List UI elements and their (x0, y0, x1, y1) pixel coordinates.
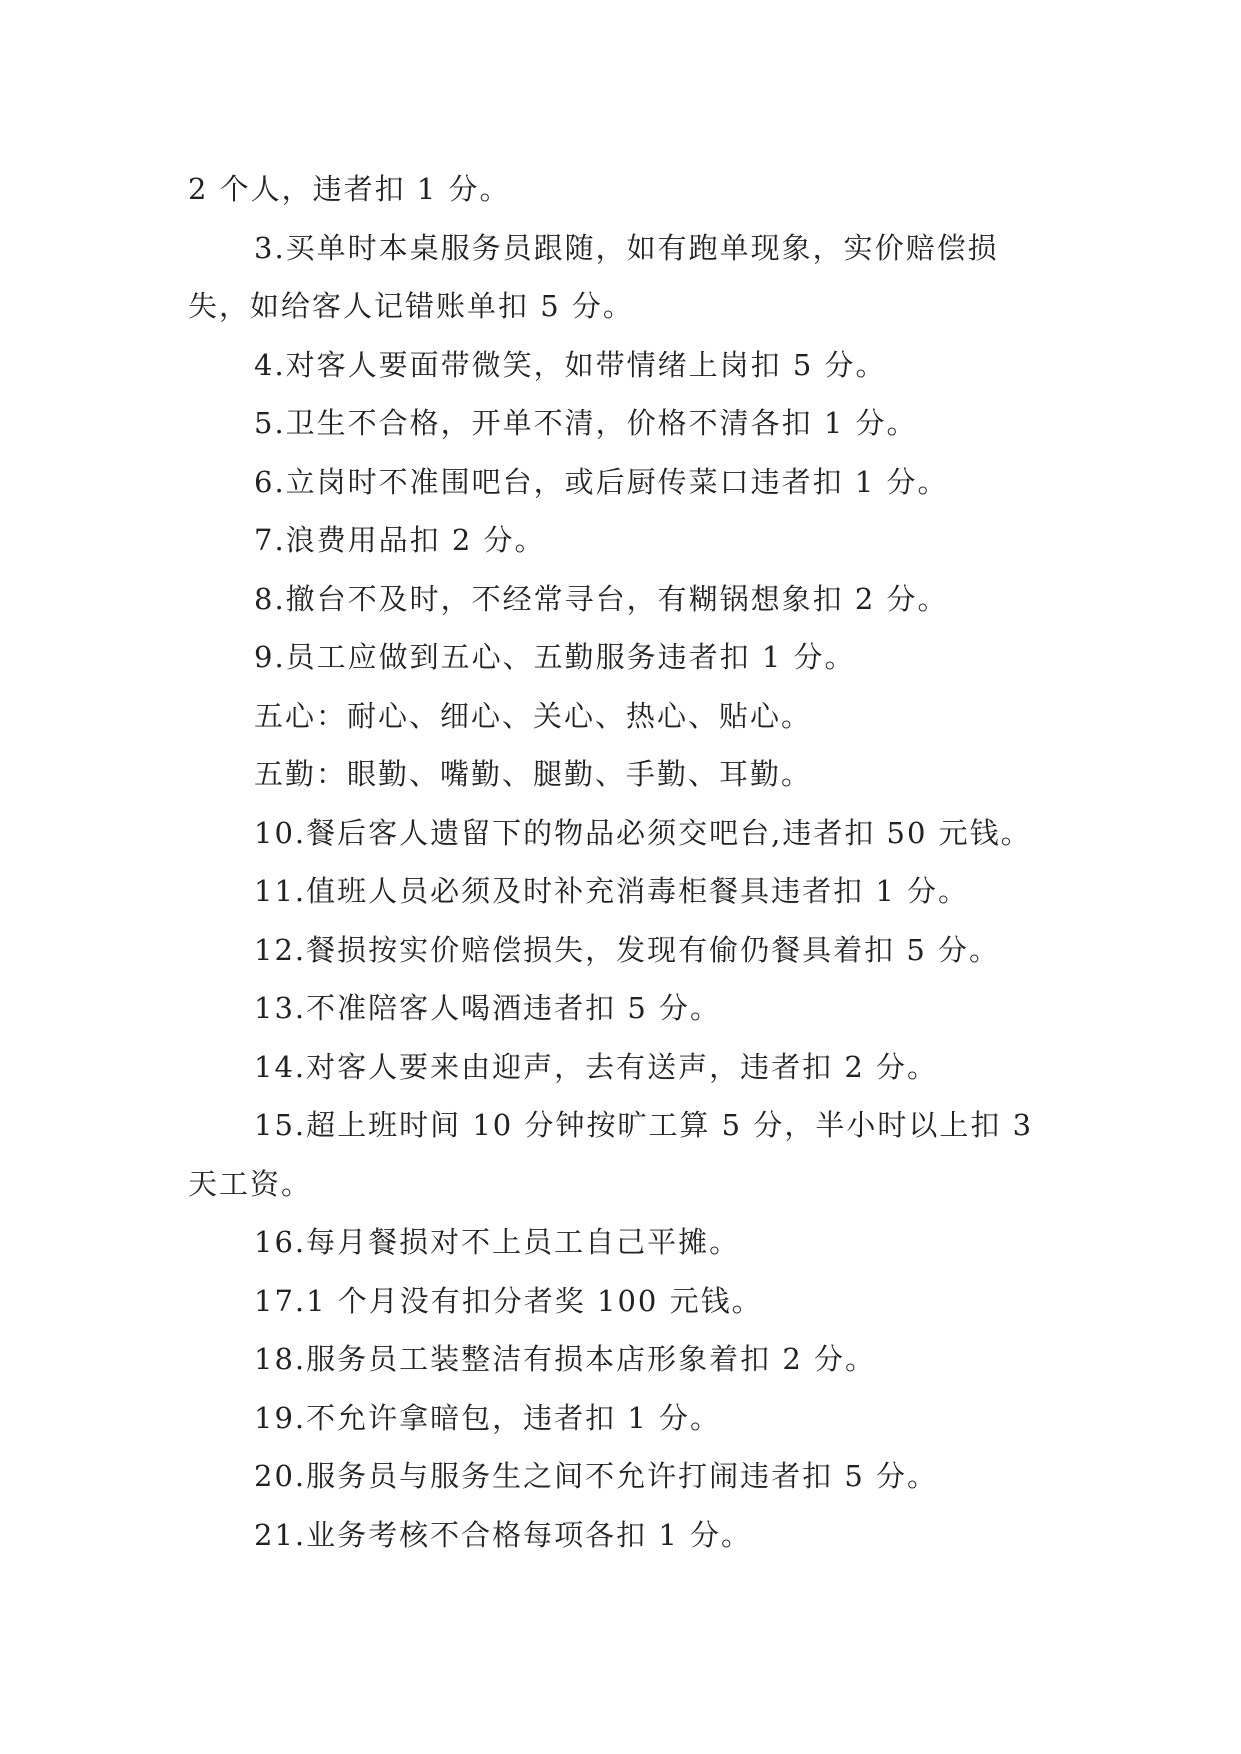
rule-10-line: 10.餐后客人遗留下的物品必须交吧台,违者扣 50 元钱。 (254, 815, 1032, 850)
rule-4-line: 4.对客人要面带微笑，如带情绪上岗扣 5 分。 (254, 347, 887, 382)
rule-17-line: 17.1 个月没有扣分者奖 100 元钱。 (254, 1283, 763, 1318)
rule-12-line: 12.餐损按实价赔偿损失，发现有偷仍餐具着扣 5 分。 (254, 932, 1001, 967)
text-line: 天工资。 (188, 1166, 313, 1201)
text-line: 失，如给客人记错账单扣 5 分。 (188, 289, 634, 323)
rule-11-line: 11.值班人员必须及时补充消毒柜餐具违者扣 1 分。 (254, 874, 970, 908)
rule-14-line: 14.对客人要来由迎声，去有送声，违者扣 2 分。 (254, 1049, 939, 1084)
rules-text-block (188, 160, 1068, 1564)
rule-13-line: 13.不准陪客人喝酒违者扣 5 分。 (254, 991, 722, 1025)
rule-9-line: 9.员工应做到五心、五勤服务违者扣 1 分。 (254, 640, 856, 674)
rule-8-line: 8.撤台不及时，不经常寻台，有糊锅想象扣 2 分。 (254, 581, 949, 616)
rule-6-line: 6.立岗时不准围吧台，或后厨传菜口违者扣 1 分。 (254, 464, 949, 499)
rule-7-line: 7.浪费用品扣 2 分。 (254, 523, 546, 557)
five-diligences-line: 五勤：眼勤、嘴勤、腿勤、手勤、耳勤。 (254, 757, 813, 791)
text-line: 2 个人，违者扣 1 分。 (188, 172, 511, 206)
rule-3-line: 3.买单时本桌服务员跟随，如有跑单现象，实价赔偿损 (254, 230, 999, 265)
rule-19-line: 19.不允许拿暗包，违者扣 1 分。 (254, 1400, 722, 1435)
rule-15-line: 15.超上班时间 10 分钟按旷工算 5 分，半小时以上扣 3 (254, 1108, 1034, 1142)
rule-21-line: 21.业务考核不合格每项各扣 1 分。 (254, 1517, 753, 1552)
rule-16-line: 16.每月餐损对不上员工自己平摊。 (254, 1225, 741, 1259)
rule-20-line: 20.服务员与服务生之间不允许打闹违者扣 5 分。 (254, 1459, 939, 1493)
rule-18-line: 18.服务员工装整洁有损本店形象着扣 2 分。 (254, 1342, 877, 1376)
five-hearts-line: 五心：耐心、细心、关心、热心、贴心。 (254, 698, 813, 733)
rule-5-line: 5.卫生不合格，开单不清，价格不清各扣 1 分。 (254, 406, 918, 440)
